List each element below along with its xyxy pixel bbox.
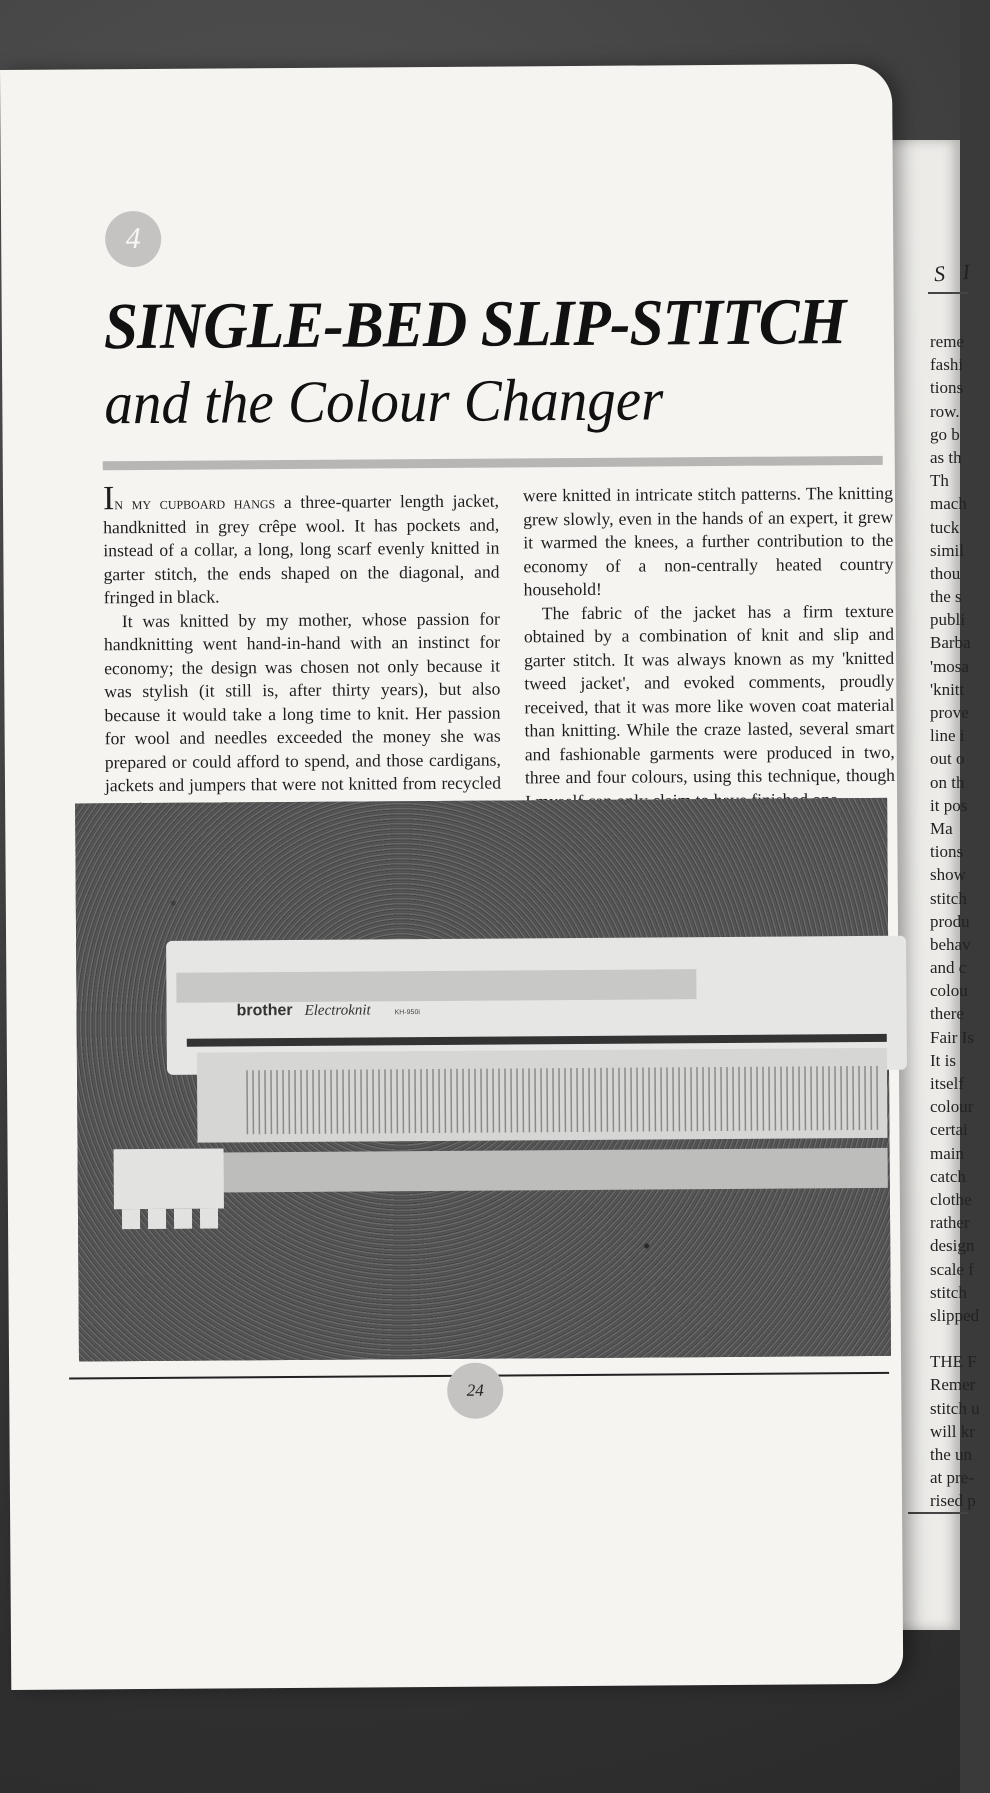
facing-line: rised p	[930, 1491, 976, 1511]
paragraph-text: a three-quarter length jacket, handknitted in grey crêpe wool. It has pockets and, instead of a collar, a long, long scarf evenly knitted in garter stitch, the ends shaped on the diagonal, and fringed in black.	[103, 490, 500, 608]
facing-line: produ	[930, 911, 970, 931]
facing-line: certai	[930, 1120, 968, 1140]
facing-line: publi	[930, 610, 965, 630]
footer-rule	[908, 1512, 968, 1514]
facing-line: the un	[930, 1445, 973, 1464]
facing-line: on th	[930, 772, 965, 792]
facing-line: show	[930, 865, 966, 885]
chapter-title: SINGLE-BED SLIP-STITCH	[103, 285, 846, 364]
facing-line: at pre-	[930, 1468, 974, 1488]
facing-line: and c	[930, 958, 967, 978]
facing-line: 'mosa	[930, 656, 969, 676]
facing-line: main	[930, 1143, 964, 1163]
paragraph: The fabric of the jacket has a firm texture obtained by a combination of knit and slip and garter stitch. It was always known as my 'knitted tweed jacket', and evoked comments, proudly received, that it was more like woven coat material than knitting. While the craze lasted, several smart and fashionable garments were produced in two, three and four colours, using this technique, though	[523, 600, 896, 788]
facing-line: row.	[930, 401, 960, 421]
facing-line: it pos	[930, 795, 968, 815]
facing-line: THE F	[930, 1352, 977, 1372]
text-column-right	[523, 482, 895, 814]
brand-label: brother	[236, 1001, 293, 1020]
text-column-left	[102, 480, 502, 822]
facing-line: stitch u	[930, 1398, 980, 1418]
colour-changer-tab	[200, 1209, 218, 1229]
book-page	[0, 64, 903, 1690]
facing-line: It is	[930, 1050, 956, 1070]
colour-changer-tab	[174, 1209, 192, 1229]
facing-line: rather	[930, 1213, 970, 1233]
paragraph	[102, 480, 500, 610]
facing-line: there	[930, 1004, 964, 1024]
facing-line: colour	[930, 1097, 974, 1117]
machine-panel	[176, 969, 696, 1003]
knitting-machine-illustration	[75, 798, 891, 1362]
facing-line: Fair Is	[930, 1027, 974, 1047]
chapter-subtitle: and the Colour Changer	[104, 366, 664, 437]
facing-line: as th	[930, 447, 962, 467]
facing-line: tions	[930, 842, 964, 862]
running-head: S I	[933, 258, 977, 287]
facing-line: the s	[930, 587, 962, 607]
facing-line: line i	[930, 726, 965, 746]
facing-line: design	[930, 1236, 975, 1256]
knitting-machine-photo	[75, 798, 891, 1362]
facing-line: fashi	[930, 355, 964, 375]
facing-page-text	[930, 330, 990, 1513]
facing-line: Remer	[930, 1375, 976, 1395]
facing-line: go b	[930, 424, 960, 444]
facing-line: reme	[930, 332, 964, 351]
facing-line: scale f	[930, 1259, 974, 1279]
colour-changer-tab	[122, 1209, 140, 1229]
facing-line: tuck	[930, 517, 960, 537]
facing-line: stitch	[930, 1282, 967, 1302]
facing-line: will kr	[930, 1421, 975, 1441]
paragraph: It was knitted by my mother, whose passion for handknitting went hand-in-hand with an instinct for economy; the design was chosen not only because it was stylish (it still is, after thirty years), but also because it would take a long time to knit. Her passion for wool and needles exceeded the money she was prepared or could afford to spend, and those cardigans, jackets and jumpers that were not knitted from recycled	[103, 608, 502, 796]
model-label: Electroknit	[304, 1002, 371, 1019]
chapter-number-badge: 4	[105, 211, 161, 267]
facing-line: itself	[930, 1074, 964, 1093]
page-number: 24	[447, 1363, 503, 1419]
facing-line: thou	[930, 563, 961, 583]
facing-line: 'knitt	[930, 679, 965, 699]
facing-line: stitch	[930, 888, 967, 908]
model-code-label: KH-950i	[394, 1009, 420, 1017]
facing-line: catch	[930, 1166, 966, 1186]
facing-line: out o	[930, 749, 965, 769]
title-rule	[103, 456, 883, 470]
facing-line: colou	[930, 981, 968, 1001]
facing-line: behav	[930, 934, 971, 954]
lower-bed	[218, 1148, 888, 1193]
colour-changer-tab	[148, 1209, 166, 1229]
colour-changer	[114, 1148, 224, 1209]
facing-line	[930, 1327, 990, 1350]
facing-line: clothe	[930, 1189, 972, 1209]
facing-line: simil	[930, 540, 965, 560]
paragraph: were knitted in intricate stitch patterns. The knitting grew slowly, even in the hands of an expert, it grew it warmed the knees, a further contribution to the economy of a non-centrally heated country household!	[522, 482, 894, 600]
facing-line: Th	[930, 471, 949, 491]
facing-line: tions	[930, 378, 964, 398]
drop-cap: I	[102, 480, 115, 518]
facing-line: Barba	[930, 633, 971, 653]
facing-line: slipped	[930, 1305, 980, 1325]
facing-line: Ma	[930, 818, 953, 838]
facing-line: mach	[930, 494, 967, 514]
facing-line: prove	[930, 703, 969, 722]
opening-words: n my cupboard hangs	[114, 492, 276, 514]
header-rule	[928, 292, 968, 294]
